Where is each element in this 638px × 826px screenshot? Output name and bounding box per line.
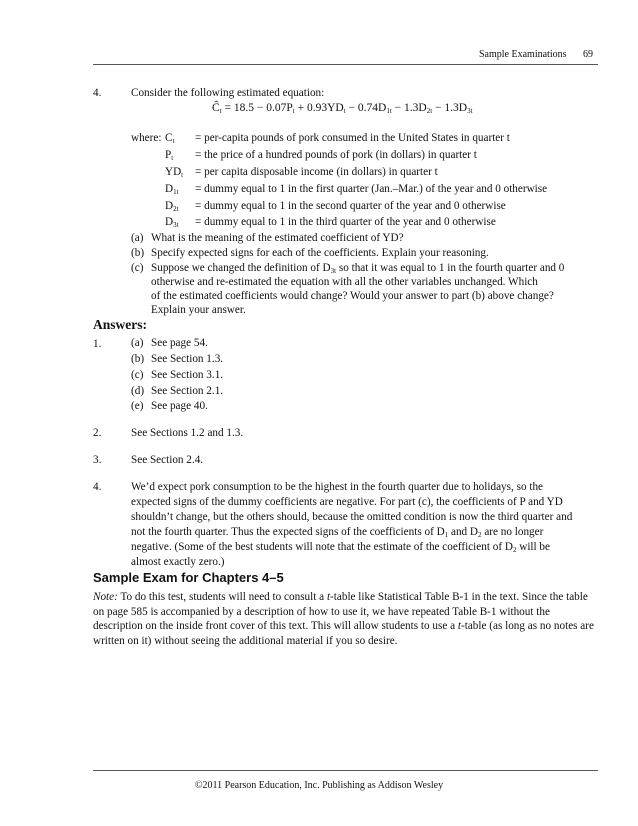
def-sub: t bbox=[171, 154, 174, 162]
eq-sub: t bbox=[343, 107, 346, 115]
answer-item bbox=[131, 337, 208, 349]
answer-text: not the fourth quarter. Thus the expected signs of the coefficients of D bbox=[131, 526, 445, 538]
answer-line: almost exactly zero.) bbox=[131, 556, 225, 568]
answer-text: See Section 2.4. bbox=[131, 454, 204, 466]
def-var: D bbox=[165, 216, 174, 228]
eq-sub: t bbox=[292, 107, 295, 115]
eq-part: − 1.3D bbox=[432, 102, 468, 114]
footer-copyright: ©2011 Pearson Education, Inc. Publishing as Addison Wesley bbox=[194, 780, 444, 791]
part-mark: (a) bbox=[131, 232, 144, 244]
estimated-equation bbox=[212, 102, 473, 115]
def-text: = per-capita pounds of pork consumed in the United States in quarter t bbox=[195, 132, 510, 144]
question-intro: Consider the following estimated equation: bbox=[131, 87, 325, 99]
answer-text: will be bbox=[516, 541, 550, 553]
answer-text: See Section 2.1. bbox=[151, 385, 224, 397]
question-number: 4. bbox=[93, 87, 102, 99]
answer-item bbox=[131, 385, 223, 397]
definition-row bbox=[165, 216, 496, 231]
eq-lhs: Ĉ bbox=[212, 102, 220, 114]
running-title: Sample Examinations bbox=[479, 49, 567, 60]
eq-part: − 1.3D bbox=[391, 102, 427, 114]
where-label: where: bbox=[131, 132, 162, 144]
answer-number: 1. bbox=[93, 338, 102, 350]
question-part-a bbox=[131, 232, 404, 244]
def-var: P bbox=[165, 149, 172, 161]
part-text: Specify expected signs for each of the coefficients. Explain your reasoning. bbox=[151, 247, 489, 259]
note-italic: t bbox=[326, 591, 331, 603]
question-part-b bbox=[131, 247, 489, 259]
answer-mark: (c) bbox=[131, 369, 144, 381]
eq-part: + 0.93YD bbox=[294, 102, 344, 114]
definition-row bbox=[165, 166, 438, 181]
running-header bbox=[479, 49, 593, 60]
eq-sub: 1t bbox=[386, 107, 392, 115]
definition-row bbox=[165, 149, 477, 164]
def-sub: t bbox=[181, 171, 184, 179]
part-text: What is the meaning of the estimated coefficient of YD? bbox=[151, 232, 404, 244]
answer-mark: (b) bbox=[131, 353, 145, 365]
answer-mark: (d) bbox=[131, 385, 145, 397]
answer-text: and D bbox=[448, 526, 479, 538]
answer-text: are no longer bbox=[481, 526, 544, 538]
footer-rule bbox=[93, 770, 598, 771]
part-mark: (c) bbox=[131, 262, 144, 274]
answer-number: 2. bbox=[93, 427, 102, 439]
def-text: = the price of a hundred pounds of pork (in dollars) in quarter t bbox=[195, 149, 477, 161]
definition-row bbox=[131, 132, 510, 147]
part-mark: (b) bbox=[131, 247, 145, 259]
def-text: = dummy equal to 1 in the second quarter of the year and 0 otherwise bbox=[195, 200, 506, 212]
note-text: -table (as long as no notes are written on it) without seeing the additional material if you so desire. bbox=[93, 620, 594, 647]
part-c-line: otherwise and re-estimated the equation with all the other variables unchanged. Which bbox=[151, 276, 538, 288]
definition-row bbox=[165, 200, 506, 215]
answer-line: shouldn’t change, but the others should, because the omitted condition is now the third quarter and bbox=[131, 511, 573, 523]
note-text: -table like Statistical Table B-1 in the text. Since the table on page 585 is accompanied by a description of how to use it, we have repeated Table B-1 without the description on the inside front cover of this text. This will allow students to use a bbox=[93, 591, 588, 633]
eq-sub: 3t bbox=[467, 107, 473, 115]
def-var: D bbox=[165, 183, 174, 195]
answer-text: See page 40. bbox=[151, 400, 208, 412]
note-text: To do this test, students will need to consult a bbox=[117, 591, 327, 603]
answer-text: See Section 3.1. bbox=[151, 369, 224, 381]
part-text: Suppose we changed the definition of D bbox=[151, 262, 331, 274]
question-part-c bbox=[131, 262, 564, 275]
page-number: 69 bbox=[583, 49, 593, 60]
answer-text: See page 54. bbox=[151, 337, 208, 349]
part-c-line: Explain your answer. bbox=[151, 304, 246, 316]
def-sub: t bbox=[172, 137, 175, 145]
def-var: YD bbox=[165, 166, 182, 178]
answer-number: 4. bbox=[93, 481, 102, 493]
note-label: Note: bbox=[93, 591, 118, 603]
definition-row bbox=[165, 183, 547, 198]
def-var: C bbox=[165, 132, 173, 144]
answer-sub: 2 bbox=[478, 531, 482, 539]
section-note bbox=[93, 590, 598, 648]
answer-line: We’d expect pork consumption to be the highest in the fourth quarter due to holidays, so the bbox=[131, 481, 544, 493]
eq-part: − 0.74D bbox=[345, 102, 387, 114]
answer-item bbox=[131, 400, 208, 412]
answer-mark: (a) bbox=[131, 337, 144, 349]
answers-heading: Answers: bbox=[93, 317, 147, 332]
def-sub: 1t bbox=[173, 188, 179, 196]
answer-item bbox=[131, 369, 223, 381]
def-sub: 3t bbox=[173, 221, 179, 229]
answer-sub: 2 bbox=[512, 546, 517, 554]
def-var: D bbox=[165, 200, 174, 212]
answer-number: 3. bbox=[93, 454, 102, 466]
def-text: = dummy equal to 1 in the first quarter (Jan.–Mar.) of the year and 0 otherwise bbox=[195, 183, 548, 195]
header-rule bbox=[93, 64, 598, 65]
answer-mark: (e) bbox=[131, 400, 144, 412]
part-c-line: of the estimated coefficients would change? Would your answer to part (b) above change? bbox=[151, 290, 554, 302]
section-heading: Sample Exam for Chapters 4–5 bbox=[93, 570, 284, 585]
answer-text: See Sections 1.2 and 1.3. bbox=[131, 427, 244, 439]
answer-line: expected signs of the dummy coefficients are negative. For part (c), the coefficients of P and YD bbox=[131, 496, 563, 508]
note-italic: t bbox=[457, 620, 461, 633]
def-text: = per capita disposable income (in dollars) in quarter t bbox=[195, 166, 438, 178]
answer-text: See Section 1.3. bbox=[151, 353, 224, 365]
def-text: = dummy equal to 1 in the third quarter of the year and 0 otherwise bbox=[195, 216, 496, 228]
part-text: so that it was equal to 1 in the fourth quarter and 0 bbox=[336, 262, 565, 274]
eq-sub: t bbox=[219, 107, 222, 115]
eq-sub: 2t bbox=[426, 107, 433, 115]
def-sub: 2t bbox=[173, 205, 179, 213]
eq-part: = 18.5 − 0.07P bbox=[221, 102, 293, 114]
answer-item bbox=[131, 353, 223, 365]
part-sub: 3t bbox=[330, 267, 337, 275]
answer-text: negative. (Some of the best students will note that the estimate of the coefficient of D bbox=[131, 541, 513, 553]
answer-sub: 1 bbox=[444, 531, 449, 539]
